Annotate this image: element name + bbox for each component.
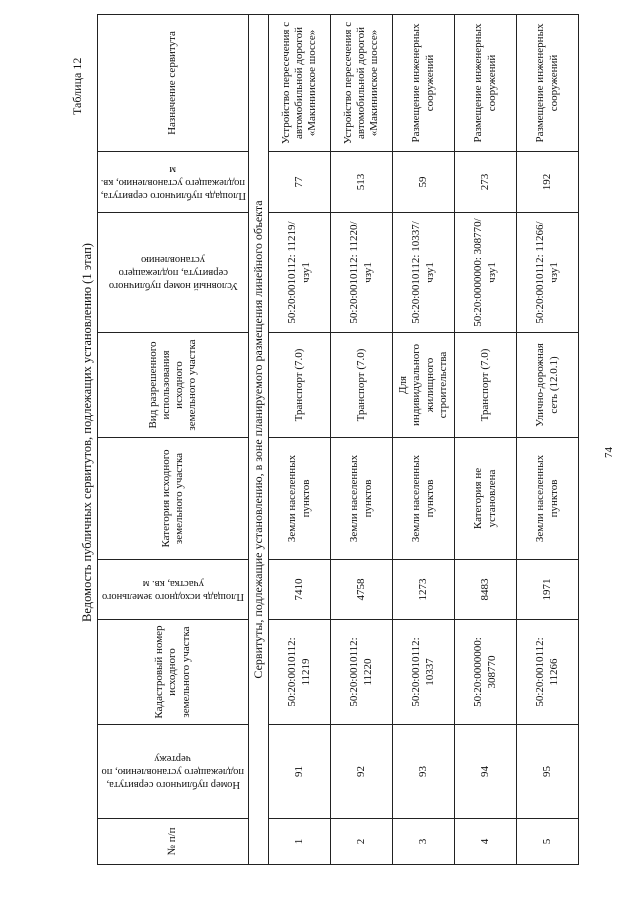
header-num: № п/п <box>98 819 249 865</box>
table-row <box>331 15 393 865</box>
cell-use-kind: Для индивидуального жилищного строительства <box>393 333 455 438</box>
table-row <box>269 15 331 865</box>
header-cadastral: Кадастровый номер исходного земельного участка <box>98 620 249 725</box>
cell-purpose: Устройство пересечения с автомобильной дорогой «Макинииское шоссе» <box>331 15 393 152</box>
section-title: Сервитуты, подлежащие установлению, в зоне планируемого размещения линейного объекта <box>249 15 269 865</box>
cell-num: 5 <box>517 819 579 865</box>
section-row <box>249 15 269 865</box>
cell-category: Земли населенных пунктов <box>517 438 579 560</box>
cell-cond-num: 50:20:0000000: 308770/чзу1 <box>455 213 517 333</box>
cell-serv-num: 92 <box>331 725 393 819</box>
header-serv-num: Номер публичного сервитута, подлежащего установлению, по чертежу <box>98 725 249 819</box>
header-cond-num: Условный номер публичного сервитута, подлежащего установлению <box>98 213 249 333</box>
cell-cond-num: 50:20:0010112: 11219/чзу1 <box>269 213 331 333</box>
cell-use-kind: Улично-дорожная сеть (12.0.1) <box>517 333 579 438</box>
cell-area-src: 1971 <box>517 560 579 620</box>
cell-purpose: Размещение инженерных сооружений <box>455 15 517 152</box>
cell-cadastral: 50:20:0010112: 11220 <box>331 620 393 725</box>
table-label: Таблица 12 <box>70 57 84 115</box>
cell-use-kind: Транспорт (7.0) <box>269 333 331 438</box>
cell-category: Земли населенных пунктов <box>269 438 331 560</box>
cell-category: Земли населенных пунктов <box>393 438 455 560</box>
header-category: Категория исходного земельного участка <box>98 438 249 560</box>
cell-num: 3 <box>393 819 455 865</box>
cell-category: Категория не установлена <box>455 438 517 560</box>
header-area-serv: Площадь публичного сервитута, подлежащего установлению, кв. м <box>98 152 249 213</box>
cell-area-src: 8483 <box>455 560 517 620</box>
cell-area-src: 7410 <box>269 560 331 620</box>
cell-cadastral: 50:20:0010112: 11266 <box>517 620 579 725</box>
header-area-src: Площадь исходного земельного участка, кв. м <box>98 560 249 620</box>
cell-serv-num: 91 <box>269 725 331 819</box>
cell-purpose: Размещение инженерных сооружений <box>393 15 455 152</box>
cell-area-serv: 77 <box>269 152 331 213</box>
cell-num: 4 <box>455 819 517 865</box>
cell-num: 2 <box>331 819 393 865</box>
cell-cadastral: 50:20:0010112: 11219 <box>269 620 331 725</box>
cell-cadastral: 50:20:0010112: 10337 <box>393 620 455 725</box>
cell-area-src: 1273 <box>393 560 455 620</box>
cell-use-kind: Транспорт (7.0) <box>455 333 517 438</box>
cell-area-serv: 273 <box>455 152 517 213</box>
table-row <box>393 15 455 865</box>
cell-area-src: 4758 <box>331 560 393 620</box>
table-caption: Ведомость публичных сервитутов, подлежащих установлению (1 этап) <box>80 243 94 622</box>
cell-area-serv: 59 <box>393 152 455 213</box>
cell-cond-num: 50:20:0010112: 10337/чзу1 <box>393 213 455 333</box>
header-use-kind: Вид разрешенного использования исходного земельного участка <box>98 333 249 438</box>
cell-serv-num: 93 <box>393 725 455 819</box>
cell-num: 1 <box>269 819 331 865</box>
servitude-table <box>97 14 579 865</box>
cell-cond-num: 50:20:0010112: 11266/чзу1 <box>517 213 579 333</box>
cell-category: Земли населенных пунктов <box>331 438 393 560</box>
cell-area-serv: 513 <box>331 152 393 213</box>
cell-serv-num: 95 <box>517 725 579 819</box>
cell-cond-num: 50:20:0010112: 11220/чзу1 <box>331 213 393 333</box>
cell-use-kind: Транспорт (7.0) <box>331 333 393 438</box>
cell-purpose: Устройство пересечения с автомобильной дорогой «Макинииское шоссе» <box>269 15 331 152</box>
table-row <box>517 15 579 865</box>
header-row <box>98 15 249 865</box>
table-row <box>455 15 517 865</box>
page-number: 74 <box>603 447 615 458</box>
cell-serv-num: 94 <box>455 725 517 819</box>
cell-purpose: Размещение инженерных сооружений <box>517 15 579 152</box>
header-purpose: Назначение сервитута <box>98 15 249 152</box>
cell-area-serv: 192 <box>517 152 579 213</box>
cell-cadastral: 50:20:0000000: 308770 <box>455 620 517 725</box>
